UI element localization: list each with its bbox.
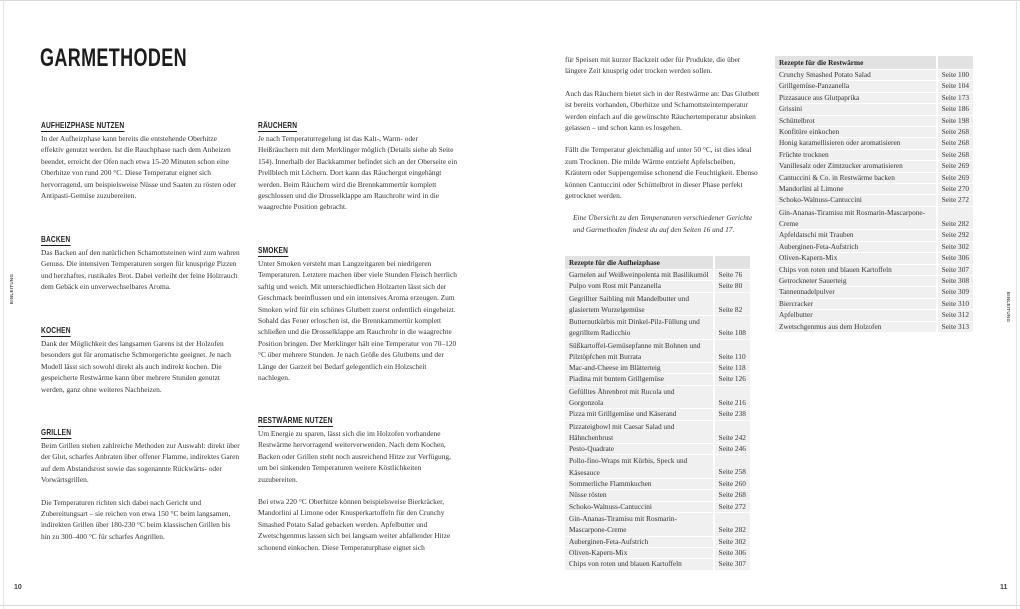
section-restwaerme-continued <box>565 54 763 235</box>
recipe-page: Seite 100 <box>936 70 973 80</box>
page-number-right: 11 <box>1000 584 1008 591</box>
recipe-page: Seite 306 <box>713 548 750 558</box>
section-paragraph: Auch das Räuchern bietet sich in der Restwärme an: Das Glutbett ist bereits vorhanden, Oberhitze und Schamottsteintemperatur werden einfach auf die gewünschte Räuchertemperatur absinken gelassen – und schon kann es losgehen. <box>565 88 760 133</box>
recipe-page: Seite 270 <box>936 184 973 194</box>
recipe-page: Seite 260 <box>713 479 750 489</box>
table-row <box>565 502 750 512</box>
table-row <box>565 455 750 477</box>
recipe-page: Seite 302 <box>713 537 750 547</box>
table-row <box>565 270 750 280</box>
recipe-name: Apfeldatschi mit Trauben <box>775 230 936 240</box>
table-row <box>565 444 750 454</box>
recipe-page: Seite 173 <box>936 93 973 103</box>
table-row <box>565 363 750 373</box>
recipe-name: Honig karamellisieren oder aromatisieren <box>775 138 936 148</box>
recipe-page: Seite 126 <box>713 374 750 384</box>
recipe-name: Piadina mit buntem Grillgemüse <box>565 374 713 384</box>
section-kochen <box>41 320 243 395</box>
recipe-name: Gin-Ananas-Tiramisu mit Rosmarin-Mascarpone-Creme <box>775 207 936 229</box>
recipe-name: Getrockneter Sauerteig <box>775 276 936 286</box>
recipe-name: Oliven-Kapern-Mix <box>775 253 936 263</box>
table-row <box>775 93 973 103</box>
table-row <box>565 513 750 535</box>
section-heading: RESTWÄRME NUTZEN <box>258 415 333 425</box>
recipe-name: Grissini <box>775 104 936 114</box>
section-heading: KOCHEN <box>41 325 71 335</box>
section-paragraph: Bei etwa 220 °C Oberhitze können beispielsweise Bierkräcker, Mandorlini al Limone oder Knusperkartoffeln für den Crunchy Smashed Potato Salad gebacken werden. Apfelbutter und Zwetschgenmus lassen sich bei langsam weiter abfallender Hitze schonend einkochen. Diese Temperaturphase eignet sich <box>258 497 451 552</box>
table-row <box>775 242 973 252</box>
table-row <box>775 127 973 137</box>
recipe-page: Seite 309 <box>936 287 973 297</box>
section-grillen <box>41 422 241 542</box>
table-row <box>565 559 750 569</box>
page-number-left: 10 <box>14 584 22 591</box>
table-header: Rezepte für die Aufheizphase <box>565 256 713 269</box>
table-header-page <box>936 56 973 69</box>
recipe-name: Chips von roten und blauen Kartoffeln <box>775 265 936 275</box>
recipe-name: Mandorlini al Limone <box>775 184 936 194</box>
section-paragraph: Um Energie zu sparen, lässt sich die im Holzofen vorhandene Restwärme hervorragend weiterverwenden. Nach dem Kochen, Backen oder Grillen steht noch ausreichend Hitze zur Verfügung, um bei sinkenden Temperaturen weitere Köstlichkeiten zuzubereiten. <box>258 429 451 484</box>
table-row <box>565 409 750 419</box>
recipe-page: Seite 108 <box>713 316 750 338</box>
recipe-page: Seite 268 <box>713 490 750 500</box>
recipe-name: Biercracker <box>775 299 936 309</box>
table-row <box>565 340 750 362</box>
recipe-page: Seite 308 <box>936 276 973 286</box>
page-border-bottom <box>0 605 1020 606</box>
recipe-page: Seite 269 <box>936 161 973 171</box>
section-paragraph: Unter Smoken versteht man Langzeitgaren bei niedrigeren Temperaturen. Letztere machen über viele Stunden Fleisch herrlich saftig und weich. Mit unterschiedlichen Holzarten lässt sich der Geschmack beeinflussen und ein intensives Aroma erzeugen. Zum Smoken wird für ein schönes Glutbett zuerst ordentlich eingeheizt. Sobald das Feuer erloschen ist, die Brennkammertür komplett schließen und die Drosselklappe am Rauchrohr in die waagrechte Position bringen. Der Merklinger hält eine Temperatur von 70–120 °C über mehrere Stunden. Je nach Größe des Glutbetts und der Länge der Garzeit bei Bedarf gelegentlich ein Holzscheit nachlegen. <box>258 259 457 383</box>
recipe-page: Seite 307 <box>713 559 750 569</box>
table-row <box>775 195 973 205</box>
recipe-name: Pizzateigbowl mit Caesar Salad und Hähnchenbrust <box>565 421 713 443</box>
table-row <box>775 276 973 286</box>
section-paragraph: Beim Grillen stehen zahlreiche Methoden zur Auswahl: direkt über der Glut, scharfes Anbraten über offener Flamme, indirektes Garen auf dem Abstandsrost sowie das sogenannte Rückwärts- oder Vorwärtsgrillen. <box>41 441 240 485</box>
recipes-table-aufheizphase <box>565 255 750 571</box>
table-body <box>775 70 973 332</box>
section-aufheizphase <box>41 115 241 201</box>
recipe-name: Cantuccini & Co. in Restwärme backen <box>775 173 936 183</box>
recipe-page: Seite 307 <box>936 265 973 275</box>
recipe-name: Mac-and-Cheese im Blätterteig <box>565 363 713 373</box>
recipe-name: Konfitüre einkochen <box>775 127 936 137</box>
table-row <box>565 479 750 489</box>
recipe-page: Seite 292 <box>936 230 973 240</box>
section-smoken <box>258 240 460 383</box>
table-row <box>565 421 750 443</box>
recipe-page: Seite 198 <box>936 116 973 126</box>
side-running-label-left: EINLEITUNG <box>9 273 14 304</box>
section-heading: AUFHEIZPHASE NUTZEN <box>41 120 125 130</box>
recipe-name: Schoko-Walnuss-Cantuccini <box>565 502 713 512</box>
recipe-name: Auberginen-Feta-Aufstrich <box>775 242 936 252</box>
table-row <box>565 281 750 291</box>
section-paragraph: In der Aufheizphase kann bereits die entstehende Oberhitze effektiv genutzt werden. Ist die Rauchphase nach dem Anheizen beendet, erreicht der Ofen nach etwa 15-20 Minuten schon eine Oberhitze von rund 200 °C. Diese Temperatur eignet sich hervorragend, um beispielsweise Nüsse und Saaten zu rösten oder Antipasti-Gemüse zuzubereiten. <box>41 134 237 201</box>
recipe-page: Seite 104 <box>936 81 973 91</box>
recipe-name: Früchte trocknen <box>775 150 936 160</box>
recipe-page: Seite 269 <box>936 173 973 183</box>
recipe-page: Seite 310 <box>936 299 973 309</box>
table-row <box>565 386 750 408</box>
recipe-name: Gefülltes Ährenbrot mit Rucola und Gorgonzola <box>565 386 713 408</box>
section-restwaerme <box>258 410 460 553</box>
recipe-name: Schüttelbrot <box>775 116 936 126</box>
section-paragraph: Das Backen auf den natürlichen Schamottsteinen wird zum wahren Genuss. Die intensiven Temperaturen sorgen für knusprige Pizzen und herzhaftes, rustikales Brot. Dabei verleiht der feine Holzrauch dem Gebäck ein unverwechselbares Aroma. <box>41 248 240 292</box>
section-paragraph: für Speisen mit kurzer Backzeit oder für Produkte, die über längere Zeit knusprig oder trocken werden sollen. <box>565 55 741 76</box>
recipe-page: Seite 110 <box>713 340 750 362</box>
table-row <box>775 253 973 263</box>
table-row <box>775 161 973 171</box>
recipes-table-restwaerme <box>775 55 973 333</box>
table-row <box>775 81 973 91</box>
recipe-name: Apfelbutter <box>775 310 936 320</box>
table-row <box>775 230 973 240</box>
table-row <box>565 490 750 500</box>
section-backen <box>41 229 243 293</box>
recipe-name: Pesto-Quadrate <box>565 444 713 454</box>
table-row <box>775 150 973 160</box>
recipe-page: Seite 186 <box>936 104 973 114</box>
table-row <box>775 70 973 80</box>
recipe-name: Pollo-fino-Wraps mit Kürbis, Speck und Käsesauce <box>565 455 713 477</box>
recipe-page: Seite 242 <box>713 421 750 443</box>
section-paragraph: Je nach Temperaturregelung ist das Kalt-, Warm- oder Heißräuchern mit dem Merklinger möglich (Details siehe ab Seite 154). Innerhalb der Backkammer befindet sich an der Oberseite ein Prellblech mit Löchern. Dort kann das Räuchergut eingehängt werden. Beim Räuchern wird die Brennkammertür komplett geschlossen und die Drosselklappe am Rauchrohr wird in die waagrechte Position gebracht. <box>258 134 458 212</box>
table-row <box>775 310 973 320</box>
section-heading: BACKEN <box>41 234 71 244</box>
table-header: Rezepte für die Restwärme <box>775 56 936 69</box>
recipe-name: Butternutkürbis mit Dinkel-Pilz-Füllung und gegrilltem Radicchio <box>565 316 713 338</box>
recipe-name: Schoko-Walnuss-Cantuccini <box>775 195 936 205</box>
table-row <box>775 207 973 229</box>
cross-reference-note: Eine Übersicht zu den Temperaturen verschiedener Gerichte und Garmethoden findest du auf den Seiten 16 und 17. <box>573 213 753 234</box>
table-row <box>565 316 750 338</box>
page-title: GARMETHODEN <box>40 44 187 72</box>
recipe-page: Seite 282 <box>936 207 973 229</box>
table-row <box>565 537 750 547</box>
table-row <box>775 287 973 297</box>
table-row <box>775 322 973 332</box>
table-row <box>775 138 973 148</box>
table-row <box>565 374 750 384</box>
section-paragraph: Fällt die Temperatur gleichmäßig auf unter 50 °C, ist dies ideal zum Trocknen. Die milde Wärme entzieht Apfelscheiben, Kräutern oder Suppengemüse schonend die Feuchtigkeit. Ebenso können Cantuccini oder Schüttelbrot in dieser Phase perfekt getrocknet werden. <box>565 145 758 201</box>
recipe-page: Seite 76 <box>713 270 750 280</box>
section-raeuchern <box>258 115 458 213</box>
table-row <box>775 104 973 114</box>
recipe-page: Seite 302 <box>936 242 973 252</box>
recipe-name: Auberginen-Feta-Aufstrich <box>565 537 713 547</box>
recipe-page: Seite 268 <box>936 150 973 160</box>
recipe-page: Seite 306 <box>936 253 973 263</box>
recipe-name: Sommerliche Flammkuchen <box>565 479 713 489</box>
table-header-page <box>713 256 750 269</box>
recipe-name: Pizza mit Grillgemüse und Käserand <box>565 409 713 419</box>
recipe-page: Seite 80 <box>713 281 750 291</box>
recipe-name: Grillgemüse-Panzanella <box>775 81 936 91</box>
recipe-name: Gin-Ananas-Tiramisu mit Rosmarin-Mascarpone-Creme <box>565 513 713 535</box>
recipe-page: Seite 268 <box>936 127 973 137</box>
recipe-name: Oliven-Kapern-Mix <box>565 548 713 558</box>
recipe-page: Seite 268 <box>936 138 973 148</box>
recipe-name: Pizzasauce aus Glutpaprika <box>775 93 936 103</box>
recipe-page: Seite 246 <box>713 444 750 454</box>
table-row <box>775 116 973 126</box>
section-heading: SMOKEN <box>258 245 289 255</box>
page-border-left <box>3 0 4 609</box>
section-heading: GRILLEN <box>41 427 72 437</box>
recipe-name: Gegrillter Saibling mit Mandelbutter und glasiertem Wurzelgemüse <box>565 293 713 315</box>
recipe-name: Süßkartoffel-Gemüsepfanne mit Bohnen und Pilztöpfchen mit Burrata <box>565 340 713 362</box>
page-border-right <box>1016 0 1017 609</box>
recipe-name: Garnelen auf Weißweinpolenta mit Basilikumöl <box>565 270 713 280</box>
recipe-page: Seite 238 <box>713 409 750 419</box>
recipe-page: Seite 313 <box>936 322 973 332</box>
recipe-name: Zwetschgenmus aus dem Holzofen <box>775 322 936 332</box>
recipe-page: Seite 258 <box>713 455 750 477</box>
section-heading: RÄUCHERN <box>258 120 298 130</box>
table-row <box>775 184 973 194</box>
recipe-name: Nüsse rösten <box>565 490 713 500</box>
recipe-name: Vanillesalz oder Zimtzucker aromatisieren <box>775 161 936 171</box>
section-paragraph: Dank der Möglichkeit des langsamen Garens ist der Holzofen besonders gut für aromatische Schmorgerichte geeignet. Je nach Modell lässt sich sowohl direkt als auch indirekt kochen. Die gespeicherte Restwärme kann über mehrere Stunden genutzt werden, ganz ohne weiteres Nachheizen. <box>41 339 231 394</box>
recipe-page: Seite 282 <box>713 513 750 535</box>
recipe-name: Chips von roten und blauen Kartoffeln <box>565 559 713 569</box>
section-paragraph: Die Temperaturen richten sich dabei nach Gericht und Zubereitungsart – sie reichen von etwa 150 °C beim langsamen, indirekten Grillen über 180-230 °C beim klassischen Grillen bis hin zu 300–400 °C für scharfes Angrillen. <box>41 497 231 541</box>
table-row <box>775 173 973 183</box>
table-row <box>565 548 750 558</box>
recipe-name: Tannennadelpulver <box>775 287 936 297</box>
table-body <box>565 270 750 570</box>
table-header-row <box>775 56 973 69</box>
table-row <box>775 265 973 275</box>
recipe-page: Seite 272 <box>936 195 973 205</box>
page-border-top <box>0 0 1020 1</box>
recipe-name: Pulpo vom Rost mit Panzanella <box>565 281 713 291</box>
table-row <box>775 299 973 309</box>
side-running-label-right: EINLEITUNG <box>1006 292 1011 323</box>
recipe-name: Crunchy Smashed Potato Salad <box>775 70 936 80</box>
recipe-page: Seite 272 <box>713 502 750 512</box>
table-header-row <box>565 256 750 269</box>
recipe-page: Seite 216 <box>713 386 750 408</box>
recipe-page: Seite 118 <box>713 363 750 373</box>
table-row <box>565 293 750 315</box>
recipe-page: Seite 312 <box>936 310 973 320</box>
recipe-page: Seite 82 <box>713 293 750 315</box>
